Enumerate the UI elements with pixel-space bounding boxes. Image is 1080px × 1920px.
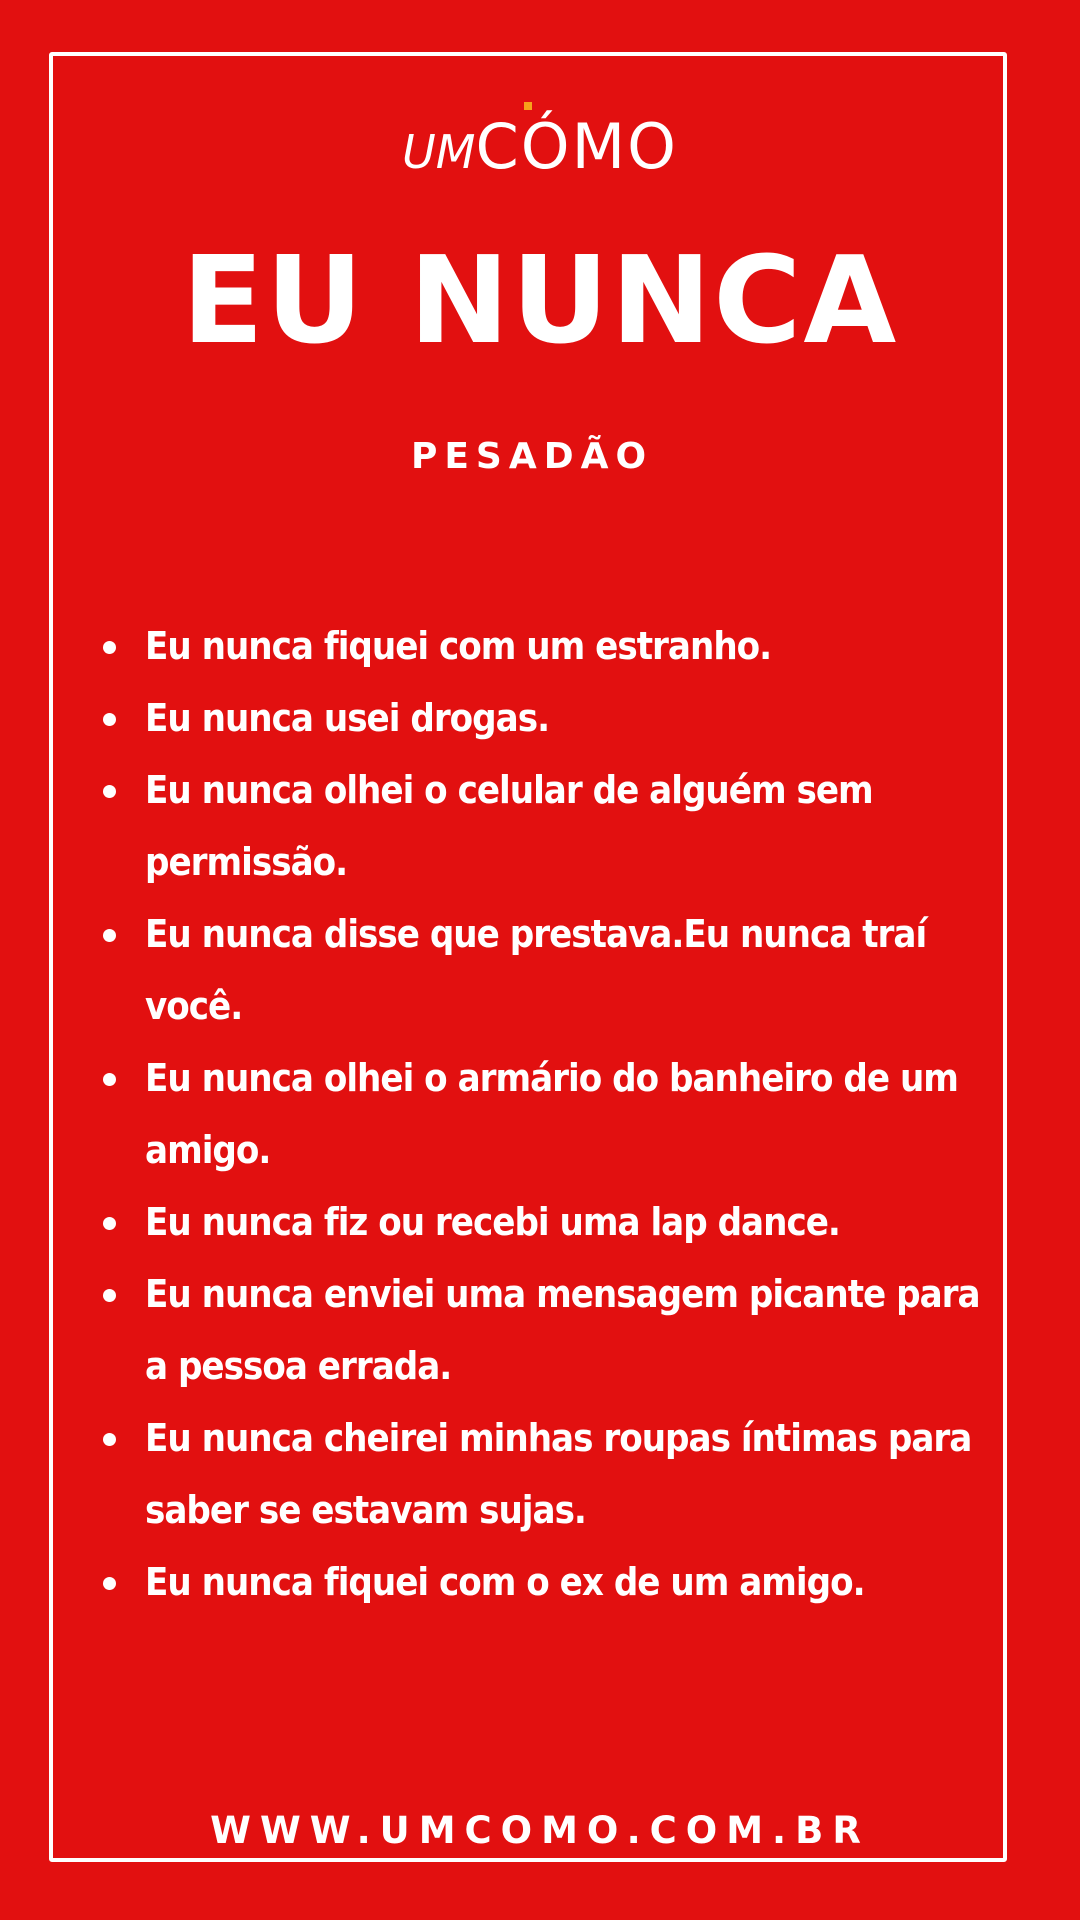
- list-item: [100, 610, 1005, 682]
- page-title: EU NUNCA: [181, 232, 899, 371]
- list-item-text: Eu nunca enviei uma mensagem picante para a pessoa errada.: [145, 1272, 980, 1388]
- bullet-icon: [103, 1289, 116, 1302]
- list-item-text: Eu nunca fiquei com um estranho.: [145, 624, 772, 668]
- list-item: [100, 898, 1005, 1042]
- list-item-text: Eu nunca usei drogas.: [145, 696, 550, 740]
- bullet-icon: [103, 1217, 116, 1230]
- website-url: WWW.UMCOMO.COM.BR: [210, 1809, 870, 1852]
- bullet-icon: [103, 1577, 116, 1590]
- list-item: [100, 1402, 1005, 1546]
- list-item: [100, 1042, 1005, 1186]
- list-item: [100, 1546, 1005, 1618]
- page-subtitle: PESADÃO: [410, 436, 654, 477]
- list-item: [100, 682, 1005, 754]
- list-item: [100, 1186, 1005, 1258]
- bullet-icon: [103, 1433, 116, 1446]
- logo-main: [475, 110, 677, 183]
- bullet-icon: [103, 785, 116, 798]
- list-item-text: Eu nunca disse que prestava.Eu nunca traí você.: [145, 912, 927, 1028]
- bullet-icon: [103, 641, 116, 654]
- logo-main-text: CÓMO: [475, 110, 678, 183]
- statement-list: [100, 610, 1005, 1618]
- list-item-text: Eu nunca fiz ou recebi uma lap dance.: [145, 1200, 840, 1244]
- list-item-text: Eu nunca fiquei com o ex de um amigo.: [145, 1560, 865, 1604]
- list-item: [100, 754, 1005, 898]
- list-item-text: Eu nunca cheirei minhas roupas íntimas para saber se estavam sujas.: [145, 1416, 972, 1532]
- list-item-text: Eu nunca olhei o armário do banheiro de um amigo.: [145, 1056, 958, 1172]
- logo-prefix: UM: [402, 125, 476, 179]
- bullet-icon: [103, 929, 116, 942]
- umcomo-logo: [0, 110, 1080, 190]
- list-item-text: Eu nunca olhei o celular de alguém sem permissão.: [145, 768, 873, 884]
- logo-accent-dot: [524, 102, 532, 110]
- bullet-icon: [103, 713, 116, 726]
- bullet-icon: [103, 1073, 116, 1086]
- list-item: [100, 1258, 1005, 1402]
